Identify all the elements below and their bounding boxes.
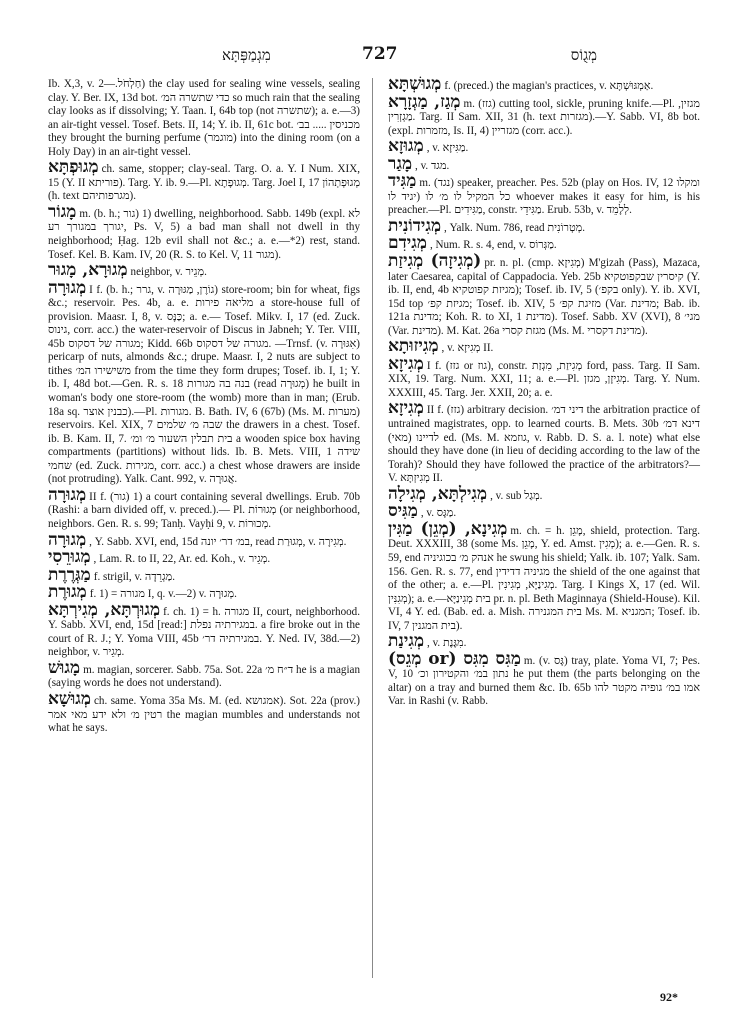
entry-definition: ch. same. Yoma 35a Ms. M. (ed. אמגושא). Sot. 22a (prov.) רטין מ׳ ולא ידע מאי אמר the magian mumbles and understands not what he says. (48, 694, 360, 735)
dictionary-entry (388, 91, 700, 139)
entry-headword: מְגִידוֹנִית (388, 215, 442, 236)
entry-definition: II f. (גזז) arbitrary decision. דיני דמ׳ the arbitration practice of untrained magistrates, opp. to learned courts. B. Mets. 30b דינא דמ׳ לדיינו (מאי) ed. (Ms. M. גוזמא, v. Rabb. D. S. a. l. note) what else should they have done (in lieu of deciding according to the law of the Torah)? Should they have followed the practice of the arbitrators?—V. מְגִיזְתָּא II. (388, 404, 701, 485)
entry-headword: מַגִּיס (388, 501, 418, 522)
dictionary-entry (48, 277, 361, 487)
column-divider (372, 78, 373, 978)
dictionary-entry (48, 564, 360, 585)
entry-headword: מְגוּרֵסִי (48, 547, 91, 568)
dictionary-entry (48, 547, 360, 568)
entry-definition: , v. מַגָּס. (420, 507, 457, 520)
entry-headword: מְגִיזוּתָא (388, 336, 439, 357)
entry-headword: מַגְּרֶרֶת (48, 564, 91, 585)
dictionary-entry (48, 201, 361, 262)
dictionary-entry (48, 157, 361, 204)
entry-headword: מְגַז, מַגְזָרָא (388, 91, 461, 112)
entry-definition: , Yalk. Num. 786, read מְטְרוֹנִית. (444, 221, 586, 234)
entry-definition: I f. (b. h.; גרר, v. גוֹרֶן, מַגּוּרָה) store-room; bin for wheat, figs &c.; reservoir. Pes. 4b, a. e. מליאה פירות a store-house full of provision. Maasr. I, 8, v. כַּנָּס; a. e.— Tosef. Mikv. I, 17 (ed. Zuck. גינוס, corr. acc.) the water-reservoir of Discus in Jabneh; Y. Ter. VIII, 45b מגורה של דסקוס; Kidd. 66b מגורה של דסקוס. —Trnsf. (v. אִגּוּרָה) pericarp of nuts, almonds &c.; drupe. Maasr. I, 2 nuts are subject to tithes משישירו המ׳ from the time they form drupes; Tosef. ib. I, 1; Y. ib. I, 48d bot.—Gen. R. s. 18 בנה בה מגורות (read מְגוּרָה) he built in woman's body one store-room (the womb) more than in man; (Erub. 18a sq. כבנין אוצר).—Pl. מגורות. B. Bath. IV, 6 (67b) (Ms. M. מערות) reservoirs. Kel. XIX, 7 שבה מ׳ שלמים the drawers in a chest. Tosef. ib. B. Kam. II, 7. בית תבלין השעור מ׳ ומ׳ a wooden spice box having compartments (partitions) without lids. Ib. B. Mets. VIII, 1 שידה שחמי (ed. Zuck. מגירות, corr. acc.) a chest whose drawers are inside (not protruding). Yalk. Cant. 992, v. אֲגוּרָה. (48, 283, 361, 486)
entry-headword: מְגוּרְתָּא, מְגִירְתָּא (48, 599, 161, 620)
entry-headword: מְגוּרָא, מָגוּר (48, 260, 128, 281)
entry-definition: neighbor, v. מְגֵיר. (130, 266, 207, 279)
entry-definition: , Num. R. s. 4, end, v. מַגְּרוֹס. (429, 239, 557, 252)
entry-definition: Ib. X,3, v. חַלְחֹל.—2) the clay used for sealing wine vessels, sealing clay. Y. Ber. IX, 13d bot. כדי שתשרה המ׳ so much rain that the sealing clay looks as if dissolving; Y. Taan. I, 64b top (not שתשרה); a. e.—3) an air-tight vessel. Tosef. Bets. II, 14; Y. ib. II, 61c bot. מכניסין ..... בב׳ they brought the burning perfume (מוגמר) into the dining room (on a Holy Day) in an air-tight vessel. (48, 78, 361, 158)
entry-headword: מְגִינַת (388, 631, 425, 652)
entry-headword: מַגִּיד (388, 171, 417, 192)
entry-definition: , Y. Sabb. XVI, end, 15d במ׳ דר׳ יונה, read מְגוּרַת, v. מְגִירָה. (89, 535, 347, 548)
entry-headword: מְגוּפְתָּא (48, 157, 99, 178)
dictionary-entry (388, 136, 700, 157)
entry-headword: מְגוּרָה (48, 484, 87, 505)
entry-definition: II f. (גור) 1) a court containing several dwellings. Erub. 70b (Rashi: a barn divided off, v. preced.).— Pl. מְגוּרוֹת (or neighborhood, neighbors. Gen. R. s. 99; Tanḥ. Vayḥi 9, v. מְכוּרוֹת. (48, 490, 360, 530)
right-column (388, 74, 701, 711)
entry-definition: ch. same, stopper; clay-seal. Targ. O. a. Y. I Num. XIX, 15 (Y. II פוריתא). Targ. Y. ib. 9.—Pl. מְגוּפָתָא. Targ. Joel I, 17 מְגוּפְתְהוֹן (h. text מגרפותיהם). (48, 163, 361, 203)
entry-definition: m. (נגד) speaker, preacher. Pes. 52b (play on Hos. IV, 12 ומקלו יגיד לו) כל המקיל לו מ׳ לו whoever makes it easy for him, is his preacher.—Pl. מַגִּידִים, constr. מַגִּידֵי. Erub. 53b, v. לְלָמֵד. (388, 177, 700, 217)
entry-definition: , v. מגד. (415, 159, 450, 172)
signature-mark: 92* (660, 990, 678, 1004)
running-head-left: מִגְמַפְּתָּא (222, 46, 271, 64)
entry-headword: מָגוֹר (48, 201, 77, 222)
dictionary-entry (388, 153, 700, 174)
entry-definition: , Lam. R. to II, 22, Ar. ed. Koh., v. מְגֵיר. (93, 553, 271, 566)
dictionary-entry (388, 648, 701, 709)
dictionary-entry (388, 251, 701, 338)
entry-definition: m. (v. גָּס) tray, plate. Yoma VI, 7; Pes. V, 10 נתון במ׳ והקטירון וכ׳ he put them (the parts belonging on the altar) on a tray and burned them &c. Ib. 65b אמו במ׳ גופיה מקטר להו Var. in Rashi (v. Rabb. (388, 654, 701, 708)
entry-headword: מְגִיזָא (388, 353, 424, 374)
dictionary-entry (48, 484, 360, 532)
dictionary-entry (388, 483, 700, 504)
entry-definition: , v. sub מְגַל. (490, 489, 543, 502)
dictionary-entry (388, 171, 700, 218)
entry-headword: (מְגִיזָה) מְגִיזַת (388, 251, 482, 272)
entry-definition: f. ch. 1) = h. מגורה II, court, neighborhood. Y. Sabb. XVI, end, 15d [read:] במגירתיה נפלת. a fire broke out in the court of R. J.; Y. Yoma VIII, 45b במגירתיה דר׳. Y. Ned. IV, 38d.—2) neighbor, v. מְגֵיר. (48, 605, 360, 659)
entry-definition: m. ch. = h. מָגֵן, shield, protection. Targ. Deut. XXXIII, 38 (some Ms. מָגֵן, Y. ed. Amst. מְגִין); a. e.—Gen. R. s. 59, end אנהק מ׳ בכוגיניה he swung his shield; Yalk. ib. 107; Yalk. Sam. 156. Gen. R. s. 77, end מגיניה דדידין the shield of the one against that of the other; a. e.—Pl. מְגִינַיָּא, מְגִינִין. Targ. I Kings X, 17 (ed. Wil. מְגִנִּין); a. e.—בית מְגִינַיָּא pr. n. pl. Beth Maginnaya (Shield-House). Kil. VI, 4 Y. ed. (Bab. ed. a. Mish. בית המגנירה Ms. M. המגניא; Tosef. ib. IV, 7 בית המגנין). (388, 524, 701, 632)
entry-headword: מְגוּרֶת (48, 582, 87, 603)
entry-headword: מְגוּשָׁא (48, 688, 91, 709)
entry-definition: m. magian, sorcerer. Sabb. 75a. Sot. 22a ד״ח מ׳ he is a magian (saying words he does not understand). (48, 663, 361, 690)
dictionary-entry (48, 657, 361, 691)
entry-definition: , v. מַגִּיזָא. (426, 142, 469, 155)
entry-headword: מְגוּרָה (48, 277, 87, 298)
entry-definition: , v. מִגֶּנֶת. (427, 637, 467, 650)
entry-definition: , v. מְגִיזָא II. (441, 342, 494, 355)
dictionary-entry (388, 336, 700, 357)
entry-headword: מָגוּשׁ (48, 657, 81, 678)
left-column (48, 78, 360, 738)
dictionary-entry (48, 688, 360, 736)
dictionary-entry (48, 78, 360, 159)
entry-definition: f. 1) = מגורה I, q. v.—2) v. מְגוּרָה. (89, 588, 237, 601)
dictionary-entry (48, 260, 360, 281)
entry-headword: מְגִינָא, (מְגֵן) מַגִּין (388, 518, 508, 539)
entry-headword: מְגִילְתָּא, מְגִילָה (388, 483, 488, 504)
entry-definition: f. strigil, v. מַגְרֵדָה. (93, 570, 176, 583)
entry-headword: מְגוּרָה (48, 529, 87, 550)
entry-headword: מַגִּס מִגִּס (or מְגֵס) (388, 648, 521, 669)
entry-definition: m. (b. h.; גור) 1) dwelling, neighborhood. Sabb. 149b (expl. לא יגורך במגורך רע, Ps. V, 5) a bad man shall not dwell in thy neighborhood; Ḥag. 12b evil shall not &c.; a. e.—*2) rest, stand. Tosef. Kel. B. Kam. IV, 20 (R. S. to Kel. V, 11 מגור). (48, 207, 361, 261)
dictionary-entry (48, 599, 360, 660)
entry-headword: מְגִידִם (388, 233, 427, 254)
entry-headword: מָגַר (388, 153, 413, 174)
entry-definition: I f. (גזז or גוז), constr. מְגִיזַת, מִגְזַת ford, pass. Targ. II Sam. XIX, 19. Targ. Num. XXI, 11; a. e.—Pl. מְגִיזָן, מגזן. Targ. Y. Num. XXXIII, 45. Targ. Jer. XXII, 20; a. e. (388, 359, 700, 399)
entry-headword: מְגִיזָא (388, 398, 424, 419)
running-head-right: מְגֻוֹס (570, 46, 597, 64)
entry-definition: pr. n. pl. (cmp. מְגִיזָא) M'gizah (Pass), Mazaca, later Caesarea, capital of Cappadocia. Yeb. 25b קיסרין שבקפוטקיא (Y. ib. II, end, 4b מגיזת קפוטקיא); Tosef. ib. IV, 5 (בקפ׳ only). Y. ib. XVI, 15d top מגיזת קפ׳; Tosef. ib. XIV, 5 מזיגת קפ׳ (Var. מדינת; Bab. ib. 121a מדינת; Koh. R. to XI, 1 מדינת). Tosef. Sabb. XV (XVI), 8 מגי׳ (Var. מדינת). M. Kat. 26a מגזת קסרי (Ms. M. מדינת דקסרי). (388, 257, 701, 337)
entry-definition: m. (גזז) cutting tool, sickle, pruning knife.—Pl. מגזין, מַגְזְרִין. Targ. II Sam. XII, 31 (h. text מגזרות).—Y. Sabb. VI, 8b bot. (expl. מזמרות, Is. II, 4) מגזריין (corr. acc.). (388, 97, 700, 137)
entry-definition: f. (preced.) the magian's practices, v. אַמְגּוּשְׁתָּא. (444, 80, 654, 92)
dictionary-entry (388, 518, 701, 633)
dictionary-entry (388, 398, 701, 485)
dictionary-entry (388, 215, 700, 236)
entry-headword: מְגוּשְׁתָּא (388, 74, 442, 94)
entry-headword: מְגוּזָא (388, 136, 424, 157)
dictionary-entry (48, 529, 360, 550)
dictionary-entry (388, 353, 700, 401)
page-number: 727 (362, 44, 398, 64)
running-header (72, 44, 692, 70)
